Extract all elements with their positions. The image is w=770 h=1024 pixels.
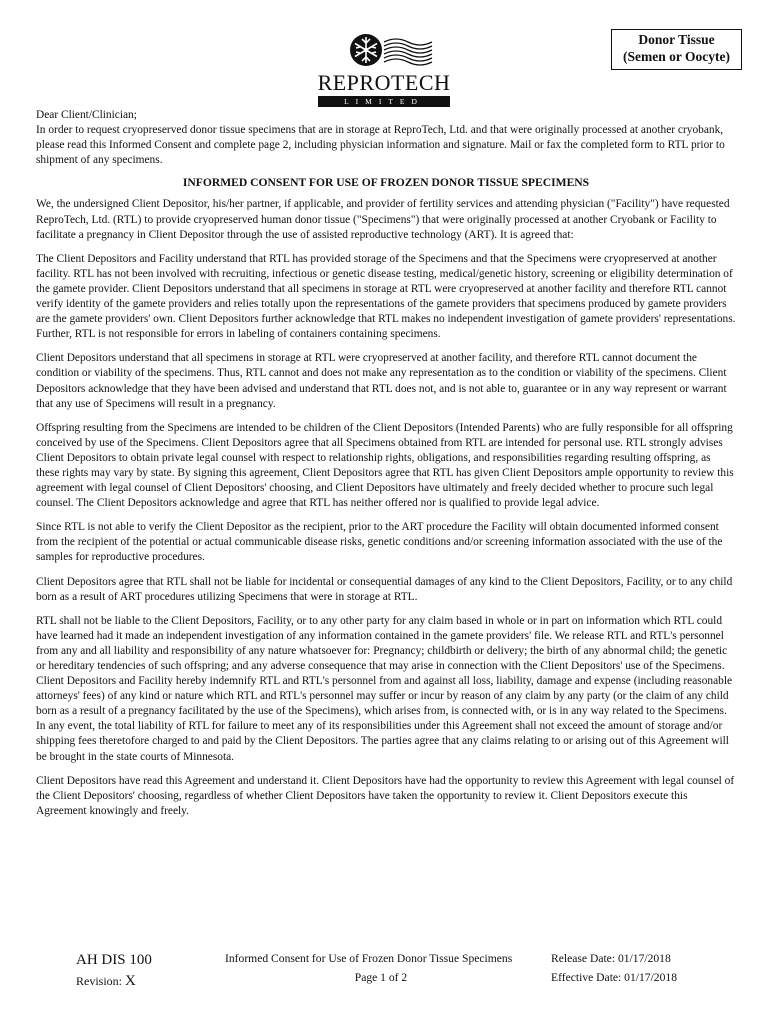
paragraph-liability: RTL shall not be liable to the Client Depositors, Facility, or to any other party for any claim based in whole or in part on information which RTL could have learned had it made an independent investigation of any information contained in the gamete providers' file. We release RTL and RTL's personnel from any and all liability and responsibility of any nature whatsoever for: Pregnancy; childbirth or delivery; the birth of any abnormal child; the genetic or hereditary tendencies of such offspring; and any adverse consequence that may arise in connection with the Client Depositors' use of the Specimens. Client Depositors and Facility hereby indemnify RTL and RTL's personnel from and against all loss, liability, damage and expense (including reasonable attorneys' fees) of any kind or nature which RTL and RTL's personnel may suffer or incur by reason of any claim by any party (or the claim of any child born as a result of a pregnancy facilitated by the use of the Specimens), which arises from, is connected with, or is in any way related to the Specimens. In any event, the total liability of RTL for failure to meet any of its responsibilities under this Agreement shall not exceed the amount of storage and/or shipping fees theretofore charged to and paid by the Client Depositors. The parties agree that any claims relating to or arising out of this Agreement will be brought in the state courts of Minnesota. xyxy=(36,614,733,763)
greeting: Dear Client/Clinician; xyxy=(36,109,137,121)
reprotech-logo xyxy=(314,30,454,108)
revision xyxy=(76,973,136,990)
revision-value: X xyxy=(125,973,136,989)
consent-heading: INFORMED CONSENT FOR USE OF FROZEN DONOR TISSUE SPECIMENS xyxy=(182,176,590,190)
document-type-line2: (Semen or Oocyte) xyxy=(623,49,730,64)
paragraph-storage: The Client Depositors and Facility understand that RTL has provided storage of the Specimens and that the Specimens were cryopreserved at another facility. RTL has not been involved with recruiting, infectious or genetic disease testing, medical/genetic history, screening or eligibility determination of the gamete provider. Client Depositors understand that all specimens in storage at RTL were cryopreserved at another facility and therefore RTL cannot verify identity of the gamete providers and relies totally upon the representations of the gamete providers that specimens produced by gamete providers are the gamete providers' own. Client Depositors further acknowledge that RTL makes no independent investigation of gamete providers' representations. Further, RTL is not responsible for errors in labeling of containers containing specimens. xyxy=(36,252,736,341)
release-date: Release Date: 01/17/2018 xyxy=(551,952,671,965)
paragraph-agreement: We, the undersigned Client Depositor, his/her partner, if applicable, and provider of fertility services and attending physician ("Facility") have requested ReproTech, Ltd. (RTL) to provide cryopreserved human donor tissue ("Specimens") that were originally processed at another Cryobank or Facility to facilitate a pregnancy in Client Depositor through the use of assisted reproductive technology (ART). It is agreed that: xyxy=(36,198,730,241)
snowflake-globe-icon xyxy=(314,30,454,74)
document-type-box xyxy=(611,29,742,70)
intro-paragraph: In order to request cryopreserved donor tissue specimens that are in storage at ReproTech, Ltd. and that were originally processed at another cryobank, please read this Informed Consent and complete page 2, including physician information and signature. Mail or fax the completed form to RTL prior to shipment of any specimens. xyxy=(36,124,725,167)
paragraph-informed-consent: Since RTL is not able to verify the Client Depositor as the recipient, prior to the ART procedure the Facility will obtain documented informed consent from the recipient of the potential or actual communicable disease risks, genetic conditions and/or screening information associated with the use of the samples for reproductive procedures. xyxy=(36,521,723,564)
consent-body xyxy=(36,108,736,819)
revision-label: Revision: xyxy=(76,974,123,988)
paragraph-viability: Client Depositors understand that all specimens in storage at RTL were cryopreserved at another facility, and therefore RTL cannot document the condition or viability of the specimens. Thus, RTL cannot and does not make any representation as to the condition or viability of the specimens. Client Depositors acknowledge that they have been advised and understand that RTL does not, and is not able to, guarantee or in any way represent or warrant that any use of Specimens will result in a pregnancy. xyxy=(36,352,727,410)
page-footer xyxy=(0,952,770,997)
paragraph-acknowledgement: Client Depositors have read this Agreement and understand it. Client Depositors have had the opportunity to review this Agreement with legal counsel of the Client Depositors' choosing, regardless of whether Client Depositors have taken the opportunity to review it. Client Depositors execute this Agreement knowingly and freely. xyxy=(36,774,735,817)
document-code: AH DIS 100 xyxy=(76,952,152,968)
document-type-line1: Donor Tissue xyxy=(638,32,715,47)
paragraph-damages: Client Depositors agree that RTL shall not be liable for incidental or consequential damages of any kind to the Client Depositors, Facility, or to any child born as a result of ART procedures utilizing Specimens that were in storage at RTL. xyxy=(36,575,733,603)
footer-title: Informed Consent for Use of Frozen Donor Tissue Specimens xyxy=(225,952,513,965)
page-number: Page 1 of 2 xyxy=(354,971,408,984)
effective-date: Effective Date: 01/17/2018 xyxy=(551,971,677,984)
logo-wordmark: REPROTECH xyxy=(317,70,451,95)
logo-subtitle: LIMITED xyxy=(318,96,450,107)
paragraph-offspring: Offspring resulting from the Specimens are intended to be children of the Client Depositors (Intended Parents) who are fully responsible for all offspring conceived by use of the Specimens. Client Depositors agree that all Specimens obtained from RTL are intended for personal use. RTL strongly advises Client Depositors to obtain private legal counsel with respect to relationship rights, obligations, and responsibilities regarding resulting offspring, as these rights may vary by state. By signing this agreement, Client Depositors agree that RTL has given Client Depositors ample opportunity to review this agreement with legal counsel of Client Depositors' choosing, and Client Depositors have ultimately and freely decided whether to procure such legal counsel. The Client Depositors acknowledge and agree that RTL has neither offered nor is qualified to provide legal advice. xyxy=(36,421,734,510)
